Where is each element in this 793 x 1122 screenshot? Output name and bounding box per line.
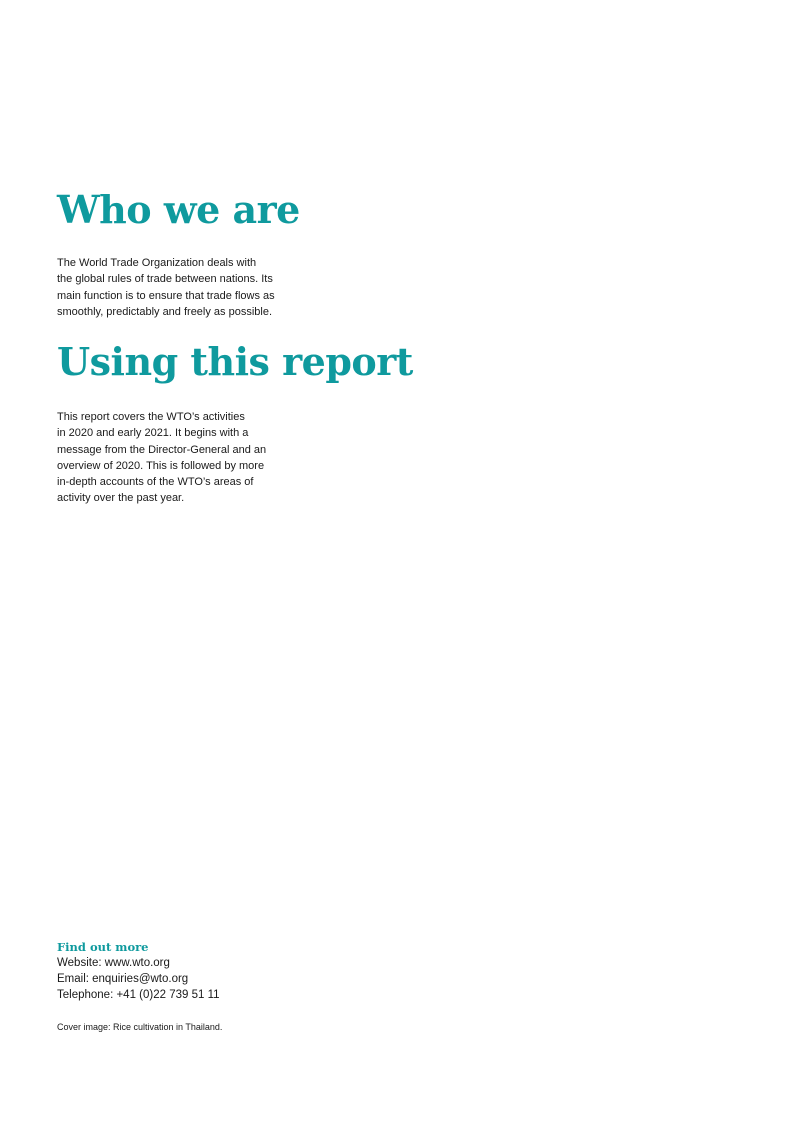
paragraph-line: overview of 2020. This is followed by more [57, 459, 265, 472]
telephone-line: Telephone: +41 (0)22 739 51 11 [57, 989, 220, 1001]
cover-image-caption: Cover image: Rice cultivation in Thailand. [57, 1022, 223, 1032]
who-we-are-heading: Who we are [57, 187, 300, 232]
find-out-more-block [57, 939, 220, 1003]
website-line: Website: www.wto.org [57, 957, 170, 969]
paragraph-line: activity over the past year. [57, 492, 185, 505]
using-this-report-heading: Using this report [57, 339, 413, 384]
email-line: Email: enquiries@wto.org [57, 973, 189, 985]
paragraph-line: smoothly, predictably and freely as possible. [57, 305, 273, 318]
paragraph-line: main function is to ensure that trade flows as [57, 289, 275, 302]
paragraph-line: in-depth accounts of the WTO’s areas of [57, 476, 254, 489]
paragraph-line: the global rules of trade between nations. Its [57, 273, 273, 286]
paragraph-line: The World Trade Organization deals with [57, 257, 257, 269]
using-this-report-paragraph [57, 409, 266, 507]
who-we-are-paragraph [57, 255, 275, 320]
paragraph-line: This report covers the WTO’s activities [57, 411, 245, 423]
find-out-more-title: Find out more [57, 940, 149, 954]
paragraph-line: message from the Director-General and an [57, 443, 267, 456]
paragraph-line: in 2020 and early 2021. It begins with a [57, 427, 249, 440]
